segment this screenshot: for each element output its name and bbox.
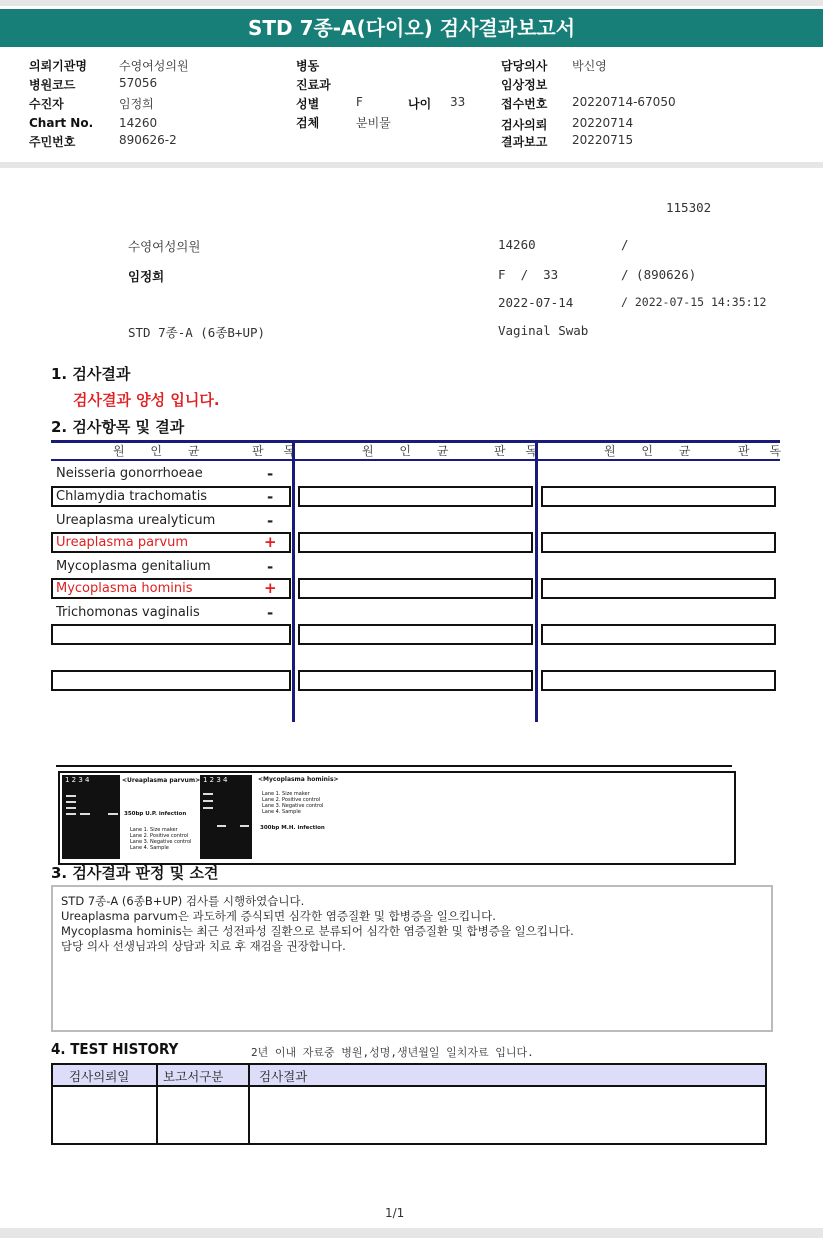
col-header-judge: 판 독 [252, 444, 303, 458]
field-label: 임상정보 [501, 78, 548, 92]
sample-band [240, 825, 249, 827]
pathogen-name: Neisseria gonorrhoeae [56, 466, 203, 481]
legend-line: Lane 2. Positive control [130, 833, 189, 839]
section2-title: 2. 검사항목 및 결과 [51, 418, 185, 436]
pathogen-name: Chlamydia trachomatis [56, 489, 208, 504]
marker-band [66, 807, 76, 809]
specimen: Vaginal Swab [498, 323, 589, 338]
comment-box [51, 885, 773, 1032]
pathogen-name: Ureaplasma parvum [56, 535, 189, 550]
pathogen-result: - [267, 465, 274, 483]
marker-band [66, 813, 76, 815]
pathogen-result: + [264, 533, 277, 551]
empty-row-box [51, 670, 291, 691]
field-value: 890626-2 [119, 133, 177, 147]
section1-title: 1. 검사결과 [51, 365, 131, 383]
history-header [53, 1065, 765, 1087]
field-value: 33 [450, 95, 466, 109]
legend-line: Lane 3. Negative control [262, 803, 324, 809]
legend-line: Lane 4. Sample [262, 809, 301, 815]
pathogen-result: + [264, 579, 277, 597]
comment-line: STD 7종-A (6종B+UP) 검사를 시행하였습니다. [61, 894, 305, 908]
history-col-divider [156, 1065, 158, 1143]
col-header-pathogen: 원 인 균 [362, 444, 460, 458]
field-label: 주민번호 [29, 135, 76, 149]
comment-line: Mycoplasma hominis는 최근 성전파성 질환으로 분류되어 심각한 염증질환 및 합병증을 일으킵니다. [61, 924, 574, 938]
field-value: 20220714 [572, 116, 634, 130]
marker-band [66, 801, 76, 803]
section4-title: 4. TEST HISTORY [51, 1040, 179, 1058]
history-col-type: 보고서구분 [163, 1069, 224, 1084]
birth-date: / (890626) [621, 267, 697, 282]
empty-row-box [541, 624, 776, 645]
legend-line: Lane 1. Size maker [262, 791, 310, 797]
gel-electrophoresis-image [58, 771, 736, 865]
empty-row-box [51, 624, 291, 645]
field-label: 담당의사 [501, 59, 548, 73]
history-note: 2년 이내 자료중 병원,성명,생년월일 일치자료 입니다. [251, 1046, 534, 1059]
column-divider [535, 440, 538, 722]
field-label: 결과보고 [501, 135, 548, 149]
field-value: 임정희 [119, 97, 154, 111]
field-label: 접수번호 [501, 97, 548, 111]
positive-band [217, 825, 226, 827]
empty-row-box [541, 670, 776, 691]
empty-row-box [298, 578, 533, 599]
field-label: 진료과 [296, 78, 331, 92]
gel-lanes-left [62, 775, 120, 859]
field-value: 분비물 [356, 116, 391, 130]
pathogen-result: - [267, 512, 274, 530]
field-label: 검사의뢰 [501, 118, 548, 132]
marker-band [66, 795, 76, 797]
report-datetime: / 2022-07-15 14:35:12 [621, 295, 767, 309]
empty-row-box [298, 532, 533, 553]
report-title: STD 7종-A(다이오) 검사결과보고서 [0, 9, 823, 47]
top-bar [0, 0, 823, 6]
chart-number: 14260 [498, 237, 536, 252]
pathogen-result: - [267, 558, 274, 576]
request-date: 2022-07-14 [498, 295, 574, 310]
field-label: 의뢰기관명 [29, 59, 87, 73]
positive-band [80, 813, 90, 815]
field-value: F [356, 95, 363, 109]
pathogen-result: - [267, 488, 274, 506]
marker-band [203, 800, 213, 802]
history-table [51, 1063, 767, 1145]
test-name: STD 7종-A (6종B+UP) [128, 325, 266, 340]
field-value: 14260 [119, 116, 158, 130]
field-label: 검체 [296, 116, 320, 130]
gel-left-band-label: 350bp U.P. infection [124, 811, 187, 817]
separator: / [621, 237, 629, 252]
field-value: 박신영 [572, 59, 607, 73]
legend-line: Lane 4. Sample [130, 845, 169, 851]
report-number: 115302 [666, 200, 712, 215]
empty-row-box [298, 670, 533, 691]
hospital-name: 수영여성의원 [128, 239, 201, 254]
empty-row-box [298, 486, 533, 507]
field-value: 57056 [119, 76, 158, 90]
field-value: 수영여성의원 [119, 59, 189, 73]
table-header-rule [51, 459, 780, 461]
gel-lanes-right [200, 775, 252, 859]
field-label: 병동 [296, 59, 320, 73]
legend-line: Lane 3. Negative control [130, 839, 192, 845]
field-value: 20220714-67050 [572, 95, 676, 109]
sex-age: F / 33 [498, 267, 559, 282]
empty-row-box [541, 486, 776, 507]
empty-row-box [541, 578, 776, 599]
lane-numbers: 1 2 3 4 [65, 776, 90, 784]
field-label: 병원코드 [29, 78, 76, 92]
gel-right-band-label: 300bp M.H. infection [260, 825, 325, 831]
marker-band [203, 793, 213, 795]
field-value: 20220715 [572, 133, 634, 147]
empty-row-box [298, 624, 533, 645]
gel-top-rule [56, 765, 732, 767]
field-label: Chart No. [29, 116, 94, 130]
field-label: 수진자 [29, 97, 64, 111]
page-number: 1/1 [385, 1206, 405, 1220]
pathogen-name: Mycoplasma hominis [56, 581, 193, 596]
bottom-bar [0, 1228, 823, 1238]
gel-right-title: <Mycoplasma hominis> [258, 776, 339, 783]
field-label: 나이 [408, 97, 432, 111]
sample-band [108, 813, 118, 815]
column-divider [292, 440, 295, 722]
field-label: 성별 [296, 97, 320, 111]
col-header-judge: 판 독 [494, 444, 545, 458]
empty-row-box [541, 532, 776, 553]
comment-line: 담당 의사 선생님과의 상담과 치료 후 재검을 권장합니다. [61, 939, 346, 953]
legend-line: Lane 1. Size maker [130, 827, 178, 833]
gel-left-title: <Ureaplasma parvum> [122, 777, 201, 784]
pathogen-name: Trichomonas vaginalis [56, 605, 200, 620]
pathogen-name: Mycoplasma genitalium [56, 559, 211, 574]
comment-line: Ureaplasma parvum은 과도하게 증식되면 심각한 염증질환 및 합병증을 일으킵니다. [61, 909, 496, 923]
pathogen-result: - [267, 604, 274, 622]
col-header-judge: 판 독 [738, 444, 789, 458]
col-header-pathogen: 원 인 균 [113, 444, 211, 458]
marker-band [203, 807, 213, 809]
result-message: 검사결과 양성 입니다. [73, 391, 220, 409]
section3-title: 3. 검사결과 판정 및 소견 [51, 864, 219, 882]
legend-line: Lane 2. Positive control [262, 797, 321, 803]
history-col-date: 검사의뢰일 [69, 1069, 130, 1084]
history-col-result: 검사결과 [259, 1069, 308, 1084]
lane-numbers: 1 2 3 4 [203, 776, 228, 784]
patient-name: 임정희 [128, 269, 165, 284]
history-col-divider [248, 1065, 250, 1143]
pathogen-name: Ureaplasma urealyticum [56, 513, 216, 528]
col-header-pathogen: 원 인 균 [604, 444, 702, 458]
header-divider [0, 162, 823, 168]
